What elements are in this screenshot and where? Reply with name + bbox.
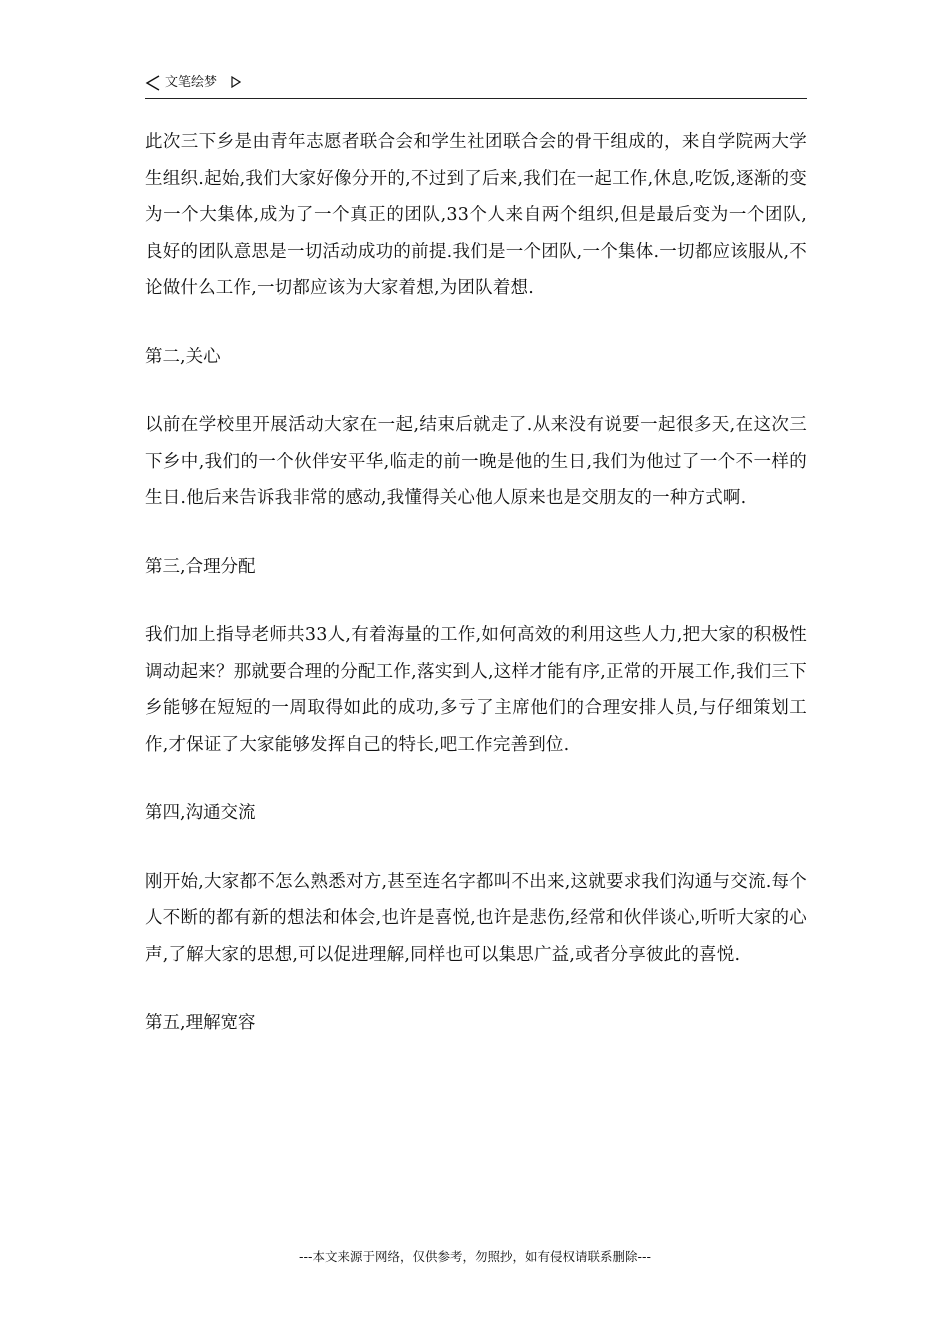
brand-label: 文笔绘梦 xyxy=(165,75,218,90)
section-heading-2: 第二,关心 xyxy=(145,346,221,367)
paragraph-3: 我们加上指导老师共33人,有着海量的工作,如何高效的利用这些人力,把大家的积极性调动起来？那就要合理的分配工作,落实到人,这样才能有序,正常的开展工作,我们三下乡能够在短短的一周取得如此的成功,多亏了主席他们的合理安排人员,与仔细策划工作,才保证了大家能够发挥自己的特长,吧工作完善到位. xyxy=(145,625,807,755)
page-footer-note: ---本文来源于网络，仅供参考，勿照抄，如有侵权请联系删除--- xyxy=(298,1249,652,1264)
page-header xyxy=(145,72,807,99)
section-heading-4: 第四,沟通交流 xyxy=(145,803,256,823)
section-heading-3: 第三,合理分配 xyxy=(145,556,256,577)
triangle-right-icon xyxy=(231,76,241,88)
triangle-left-icon xyxy=(145,74,161,92)
document-body xyxy=(145,124,807,1042)
paragraph-1: 此次三下乡是由青年志愿者联合会和学生社团联合会的骨干组成的，来自学院两大学生组织.起始,我们大家好像分开的,不过到了后来,我们在一起工作,休息,吃饭,逐渐的变为一个大集体,成为了一个真正的团队,33个人来自两个组织,但是最后变为一个团队,良好的团队意思是一切活动成功的前提.我们是一个团队,一个集体.一切都应该服从,不论做什么工作,一切都应该为大家着想,为团队着想. xyxy=(145,132,807,298)
paragraph-4: 刚开始,大家都不怎么熟悉对方,甚至连名字都叫不出来,这就要求我们沟通与交流.每个人不断的都有新的想法和体会,也许是喜悦,也许是悲伤,经常和伙伴谈心,听听大家的心声,了解大家的思想,可以促进理解,同样也可以集思广益,或者分享彼此的喜悦. xyxy=(145,871,807,965)
section-heading-5: 第五,理解宽容 xyxy=(145,1013,256,1033)
paragraph-2: 以前在学校里开展活动大家在一起,结束后就走了.从来没有说要一起很多天,在这次三下乡中,我们的一个伙伴安平华,临走的前一晚是他的生日,我们为他过了一个不一样的生日.他后来告诉我非常的感动,我懂得关心他人原来也是交朋友的一种方式啊. xyxy=(145,415,807,508)
